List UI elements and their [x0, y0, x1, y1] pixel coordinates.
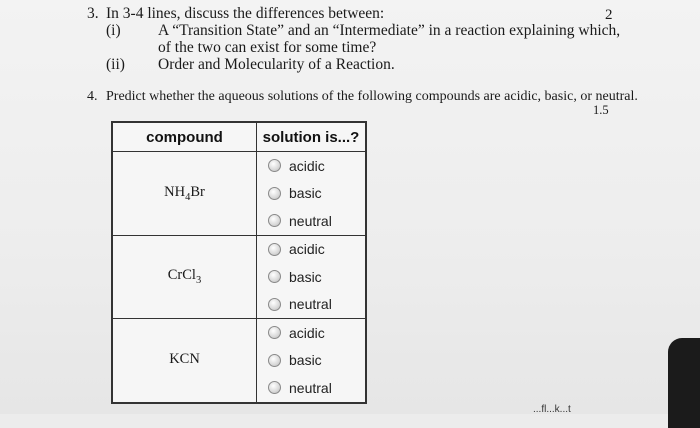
- formula-main: NH: [164, 183, 186, 200]
- question-3-sub-i-line1: A “Transition State” and an “Intermediate” in a reaction explaining which,: [158, 22, 621, 39]
- radio-icon[interactable]: [268, 187, 281, 200]
- radio-icon[interactable]: [268, 214, 281, 227]
- compound-cell: [112, 319, 257, 403]
- radio-icon[interactable]: [268, 298, 281, 311]
- question-4-text: Predict whether the aqueous solutions of the following compounds are acidic, basic, or neutral.: [106, 89, 638, 104]
- cut-off-footer-text: ...fl...k...t: [533, 404, 571, 415]
- question-3-number: 3.: [87, 5, 99, 22]
- formula-subscript: 4: [185, 191, 191, 203]
- option-label: acidic: [289, 157, 325, 174]
- option-label: acidic: [289, 324, 325, 341]
- radio-icon[interactable]: [268, 270, 281, 283]
- option-acidic[interactable]: [257, 319, 365, 347]
- option-acidic[interactable]: [257, 152, 365, 180]
- question-3-sub-i-label: (i): [106, 22, 121, 39]
- options-cell: [257, 319, 367, 403]
- question-4-number: 4.: [87, 89, 98, 104]
- option-label: basic: [289, 352, 322, 369]
- header-solution: solution is...?: [257, 122, 367, 152]
- option-acidic[interactable]: [257, 236, 365, 264]
- compound-table: [111, 121, 367, 404]
- compound-cell: [112, 235, 257, 319]
- option-neutral[interactable]: [257, 207, 365, 235]
- radio-icon[interactable]: [268, 354, 281, 367]
- table-row: [112, 152, 366, 236]
- radio-icon[interactable]: [268, 326, 281, 339]
- compound-cell: [112, 152, 257, 236]
- option-label: neutral: [289, 379, 332, 396]
- compound-formula: [169, 351, 200, 367]
- options-cell: [257, 152, 367, 236]
- option-label: acidic: [289, 241, 325, 258]
- option-neutral[interactable]: [257, 291, 365, 319]
- question-3-text: In 3-4 lines, discuss the differences between:: [106, 5, 385, 22]
- header-compound: compound: [112, 122, 257, 152]
- formula-tail: Br: [190, 183, 205, 200]
- formula-subscript: 3: [195, 275, 202, 287]
- radio-icon[interactable]: [268, 243, 281, 256]
- radio-icon[interactable]: [268, 381, 281, 394]
- options-cell: [257, 235, 367, 319]
- compound-formula: [164, 183, 205, 203]
- formula-main: CrCl: [167, 267, 196, 284]
- table-row: [112, 235, 366, 319]
- option-label: basic: [289, 185, 322, 202]
- question-3-sub-i-line2: of the two can exist for some time?: [158, 39, 377, 56]
- question-3-marks: 2: [605, 7, 613, 23]
- option-label: neutral: [289, 296, 332, 313]
- table-row: [112, 319, 366, 403]
- radio-icon[interactable]: [268, 159, 281, 172]
- question-3-sub-ii-text: Order and Molecularity of a Reaction.: [158, 56, 395, 73]
- option-basic[interactable]: [257, 180, 365, 208]
- question-3-sub-ii-label: (ii): [106, 56, 125, 73]
- option-basic[interactable]: [257, 263, 365, 291]
- option-neutral[interactable]: [257, 374, 365, 402]
- device-corner: [668, 338, 700, 428]
- option-basic[interactable]: [257, 347, 365, 375]
- option-label: neutral: [289, 212, 332, 229]
- compound-formula: [167, 267, 202, 287]
- option-label: basic: [289, 268, 322, 285]
- formula-main: KCN: [169, 350, 200, 367]
- question-4-marks: 1.5: [593, 103, 609, 117]
- table-header-row: [112, 122, 366, 152]
